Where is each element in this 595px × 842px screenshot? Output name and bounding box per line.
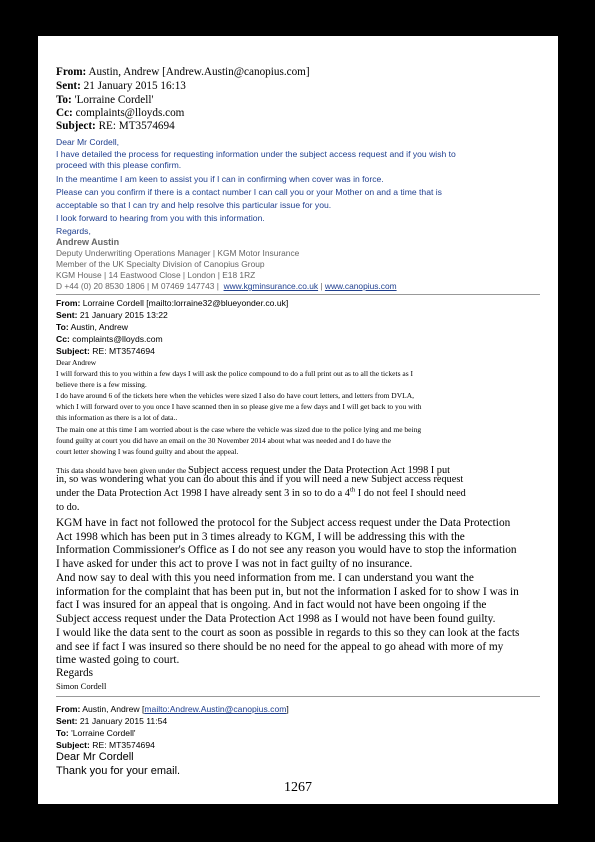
email1-body-line: Please can you confirm if there is a contact number I can call you or your Mother on and a time that is	[56, 187, 442, 197]
email1-from	[56, 66, 310, 78]
to-label: To:	[56, 728, 69, 738]
from-prefix: Austin, Andrew [	[82, 704, 145, 714]
to-value: Austin, Andrew	[70, 322, 128, 332]
email2-body-line: I will forward this to you within a few days I will ask the police compound to do a full print out as to all the tickets as I	[56, 369, 414, 378]
email2-sign-off: Simon Cordell	[56, 681, 107, 691]
to-value: 'Lorraine Cordell'	[71, 728, 136, 738]
email3-body-line: Thank you for your email.	[56, 765, 181, 777]
email2-subject	[56, 346, 155, 356]
kgm-website-link[interactable]: www.kgminsurance.co.uk	[223, 281, 319, 291]
signature-division: Member of the UK Specialty Division of Canopius Group	[56, 259, 265, 269]
signature-name: Andrew Austin	[56, 237, 120, 247]
email-separator	[56, 696, 540, 697]
signature-address: KGM House | 14 Eastwood Close | London | E18 1RZ	[56, 270, 256, 280]
signature-title: Deputy Underwriting Operations Manager | KGM Motor Insurance	[56, 248, 300, 258]
cc-value: complaints@lloyds.com	[72, 334, 163, 344]
email2-body-line: Dear Andrew	[56, 358, 97, 367]
link-separator: |	[320, 281, 323, 291]
to-label: To:	[56, 94, 72, 106]
email3-greeting: Dear Mr Cordell	[56, 751, 134, 763]
to-value: 'Lorraine Cordell'	[74, 94, 154, 106]
email1-subject	[56, 120, 175, 132]
signature-phone: D +44 (0) 20 8530 1806 | M 07469 147743 |	[56, 281, 219, 291]
subject-value: RE: MT3574694	[92, 740, 155, 750]
email2-body-line: I do have around 6 of the tickets here when the vehicles were sized I also do have court letters, and letters from DVLA,	[56, 391, 414, 400]
email2-body-line: I would like the data sent to the court as soon as possible in regards to this so they can look at the facts	[56, 627, 520, 639]
email3-subject	[56, 740, 155, 750]
email2-body-line: found guilty at court you did have an email on the 30 November 2014 about what was needed and I do have the	[56, 436, 391, 445]
cc-label: Cc:	[56, 107, 73, 119]
from-value: Lorraine Cordell [mailto:lorraine32@blueyonder.co.uk]	[82, 298, 289, 308]
sent-value: 21 January 2015 16:13	[83, 80, 186, 92]
from-label: From:	[56, 66, 87, 78]
email2-body-line: to do.	[56, 502, 80, 513]
email2-body-line: in, so was wondering what you can do about this and if you will need a new Subject access request	[56, 474, 464, 485]
email2-body-line: Subject access request under the Data Protection Act 1998 as I would not have been found guilty.	[56, 613, 496, 625]
page-number: 1267	[284, 780, 312, 795]
subject-label: Subject:	[56, 740, 90, 750]
email1-body-line: Dear Mr Cordell,	[56, 137, 120, 147]
email1-to	[56, 94, 153, 106]
email1-body-line: proceed with this please confirm.	[56, 160, 182, 170]
email2-body-line: And now say to deal with this you need information from me. I can understand you want the	[56, 572, 474, 584]
email-separator	[56, 294, 540, 295]
email2-cc	[56, 334, 163, 344]
mailto-link[interactable]: mailto:Andrew.Austin@canopius.com	[144, 704, 287, 714]
cc-label: Cc:	[56, 334, 70, 344]
mixed-part-small: This data should have been given under the	[56, 466, 189, 475]
ordinal-suffix: th	[349, 486, 356, 494]
email3-sent	[56, 716, 167, 726]
subject-label: Subject:	[56, 120, 96, 132]
email2-body-line: KGM have in fact not followed the protocol for the Subject access request under the Data Protection	[56, 517, 511, 529]
email2-body-line: fact I was insured for an appeal that is ongoing. And in fact would not have been ongoing if the	[56, 599, 487, 611]
subject-value: RE: MT3574694	[98, 120, 175, 132]
email2-body-line: Information Commissioner's Office as I do not see any reason you would have to stop the information	[56, 544, 517, 556]
line-text: under the Data Protection Act 1998 I have already sent 3 in so to do a 4	[56, 488, 350, 499]
email2-to	[56, 322, 128, 332]
mixed-part-medium: Subject access request under the Data Protection Act 1998 I put	[188, 465, 450, 476]
document-page	[38, 36, 558, 804]
cc-value: complaints@lloyds.com	[75, 107, 185, 119]
email1-body-line: acceptable so that I can try and help resolve this particular issue for you.	[56, 200, 332, 210]
email2-body-line: The main one at this time I am worried about is the case where the vehicle was sized due to the police lying and me being	[56, 425, 422, 434]
email2-sent	[56, 310, 168, 320]
line-tail: I do not feel I should need	[355, 488, 466, 499]
email2-body-line: court letter showing I was found guilty and about the appeal.	[56, 447, 239, 456]
from-label: From:	[56, 704, 81, 714]
sent-value: 21 January 2015 13:22	[79, 310, 168, 320]
subject-value: RE: MT3574694	[92, 346, 155, 356]
canopius-website-link[interactable]: www.canopius.com	[324, 281, 397, 291]
email1-sent	[56, 80, 186, 92]
email2-body-line: Act 1998 which has been put in 3 times already to KGM, I will be addressing this with the	[56, 531, 465, 543]
signature-contact	[56, 281, 397, 291]
email2-body-line: and see if fact I was insured so there should be no need for the appeal to go ahead with more of my	[56, 641, 504, 653]
email1-body-line: In the meantime I am keen to assist you if I can in confirming when cover was in force.	[56, 174, 384, 184]
sent-label: Sent:	[56, 80, 81, 92]
from-value: Austin, Andrew [Andrew.Austin@canopius.com]	[88, 66, 310, 78]
sent-label: Sent:	[56, 716, 78, 726]
from-suffix: ]	[286, 704, 289, 714]
email2-body-line: this information as there is a lot of data..	[56, 413, 178, 422]
sent-value: 21 January 2015 11:54	[79, 716, 168, 726]
email2-body-line: I have asked for under this act to prove I was not in fact guilty of no insurance.	[56, 558, 413, 570]
email2-body-line: time wasted going to court.	[56, 654, 180, 666]
subject-label: Subject:	[56, 346, 90, 356]
email1-body-line: I look forward to hearing from you with this information.	[56, 213, 265, 223]
email2-from	[56, 298, 288, 308]
email1-body-line: I have detailed the process for requesting information under the subject access request and if you wish to	[56, 149, 456, 159]
email2-body-line: believe there is a few missing.	[56, 380, 147, 389]
email2-body-line: information for the complaint that has been put in, but not the information I asked for to show I was in	[56, 586, 519, 598]
to-label: To:	[56, 322, 69, 332]
email3-to	[56, 728, 136, 738]
sent-label: Sent:	[56, 310, 78, 320]
email3-from	[56, 704, 289, 714]
email1-cc	[56, 107, 184, 119]
email2-body-line: which I will forward over to you once I have scanned then in so please give me a few days and I will get back to you with	[56, 402, 422, 411]
email2-body-line	[56, 488, 466, 499]
email1-body-line: Regards,	[56, 226, 91, 236]
from-label: From:	[56, 298, 81, 308]
email2-body-line: Regards	[56, 667, 94, 679]
